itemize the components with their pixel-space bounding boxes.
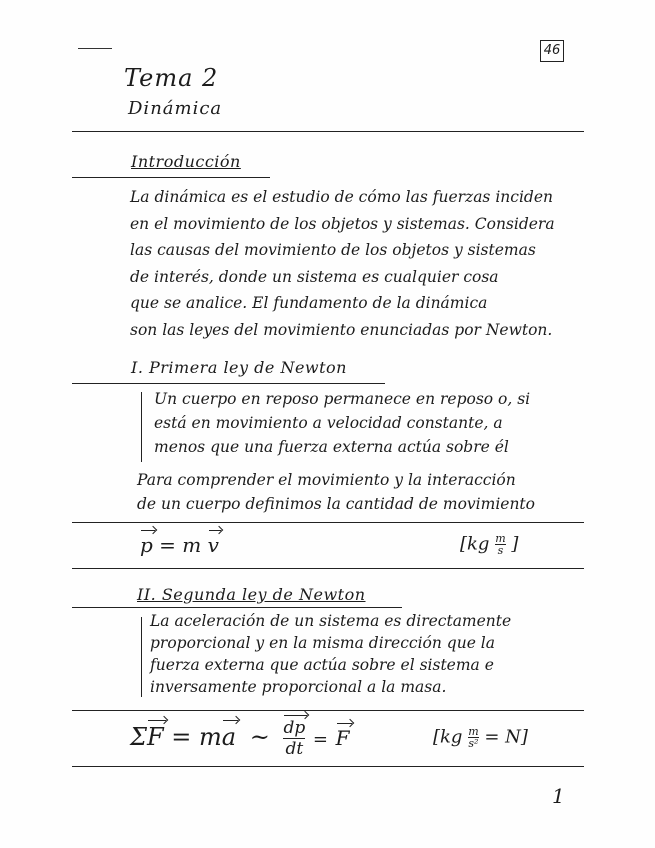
eq-ma: = m [171,723,222,751]
law1-quote-bar [141,392,142,462]
law1-text [137,468,535,516]
corner-mark [78,48,112,49]
newton-second-law-formula [130,718,350,759]
unit-den: s² [468,737,479,750]
intro-line: La dinámica es el estudio de cómo las fuerzas inciden [130,188,553,206]
momentum-formula [140,533,219,557]
law1-quote-line: menos que una fuerza externa actúa sobre él [154,438,509,456]
unit-close: = N] [484,726,528,748]
force-units [433,726,528,749]
law2-quote-bar [141,617,142,697]
law1-formula-top-rule [72,522,584,523]
dp-dt-fraction [283,718,305,759]
eq-force: = [312,729,328,750]
title-divider [72,131,584,132]
intro-paragraph [130,184,555,343]
momentum-units [460,533,518,556]
dt: dt [285,739,304,759]
unit-num: m [468,725,479,738]
velocity-symbol: v [207,533,219,557]
momentum-symbol: p [140,533,153,557]
law2-quote-line: inversamente proporcional a la masa. [150,678,447,696]
unit-den: s [497,544,504,557]
page-subtitle: Dinámica [128,98,223,119]
unit-fraction [468,726,478,749]
law1-formula-bottom-rule [72,568,584,569]
approx-symbol: ~ [249,723,270,751]
law1-heading-rule [72,383,385,384]
page-number-box: 46 [540,40,564,62]
unit-fraction [495,533,505,556]
sigma-symbol: Σ [130,723,147,751]
page-title: Tema 2 [124,64,219,92]
acceleration-symbol: a [221,723,237,751]
force-symbol: F [146,723,164,751]
law1-quote-line: está en movimiento a velocidad constante, a [154,414,503,432]
law2-quote [150,610,511,698]
unit-open: [kg [460,533,490,555]
unit-open: [kg [433,726,463,748]
intro-heading-rule [72,177,270,178]
intro-line: las causas del movimiento de los objetos y sistemas [130,241,536,259]
law1-heading: I. Primera ley de Newton [131,358,347,377]
intro-line: de interés, donde un sistema es cualquier cosa [130,267,499,286]
sheet-number: 1 [552,784,565,808]
law1-text-line: de un cuerpo definimos la cantidad de movimiento [137,495,535,513]
law2-heading: II. Segunda ley de Newton [137,585,366,604]
law2-quote-line: La aceleración de un sistema es directamente [150,612,512,630]
unit-num: m [495,532,506,545]
force-symbol-2: F [335,726,350,750]
dp: dp [283,718,306,738]
intro-line: son las leyes del movimiento enunciadas por Newton. [130,320,553,339]
intro-heading: Introducción [131,152,241,171]
law1-quote-line: Un cuerpo en reposo permanece en reposo o, si [154,390,531,408]
law2-formula-bottom-rule [72,766,584,767]
intro-line: en el movimiento de los objetos y sistemas. Considera [130,214,555,233]
intro-line: que se analice. El fundamento de la dinámica [130,294,488,312]
law2-heading-rule [72,607,402,608]
unit-close: ] [511,533,519,555]
law2-quote-line: proporcional y en la misma dirección que la [150,634,495,652]
law2-formula-top-rule [72,710,584,711]
momentum-eq: = m [159,533,202,557]
law1-text-line: Para comprender el movimiento y la interacción [137,471,516,489]
law1-quote [154,387,530,459]
law2-quote-line: fuerza externa que actúa sobre el sistema e [150,656,494,674]
